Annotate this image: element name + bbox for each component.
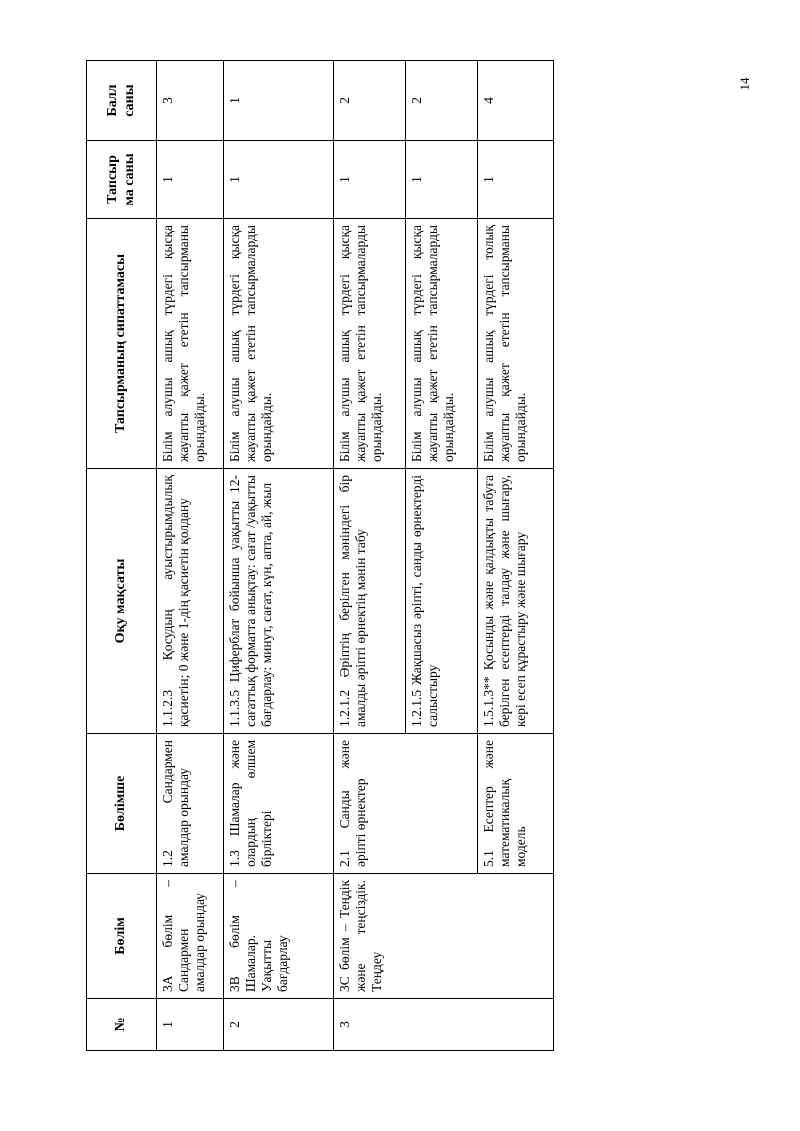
header-description: Тапсырманың сипаттамасы	[87, 219, 157, 469]
header-row	[87, 61, 157, 1051]
header-subsection: Бөлімше	[87, 734, 157, 874]
header-number: №	[87, 999, 157, 1051]
row-objective: 1.2.1.2 Әріптің берілген мәніндегі бір амалды әріпті өрнектің мәнін табу	[334, 469, 406, 734]
row-tasks: 1	[334, 141, 406, 219]
row-tasks: 1	[157, 141, 224, 219]
page-number: 14	[737, 77, 752, 91]
table-row	[334, 61, 406, 1051]
row-description: Білім алушы ашық түрдегі қысқа жауапты қажет ететін тапсырмаларды орындайды.	[224, 219, 334, 469]
header-objective: Оқу мақсаты	[87, 469, 157, 734]
row-section: 3В бөлім – Шамалар. Уақытты бағдарлау	[224, 874, 334, 999]
row-description: Білім алушы ашық түрдегі қысқа жауапты қажет ететін тапсырманы орындайды.	[157, 219, 224, 469]
header-points: Балл саны	[87, 61, 157, 141]
table-row	[157, 61, 224, 1051]
row-objective: 1.1.3.5 Циферблат бойынша уақытты 12-сағаттық форматта анықтау: сағат /уақытты бағдарлау: минут, сағат, күн, апта, ай, жыл	[224, 469, 334, 734]
row-tasks: 1	[406, 141, 478, 219]
row-description: Білім алушы ашық түрдегі қысқа жауапты қажет ететін тапсырмаларды орындайды.	[406, 219, 478, 469]
row-points: 1	[224, 61, 334, 141]
row-description: Білім алушы ашық түрдегі қысқа жауапты қажет ететін тапсырмаларды орындайды.	[334, 219, 406, 469]
row-objective: 1.1.2.3 Қосудың ауыстырымдылық қасиетін; 0 және 1-дің қасиетін қолдану	[157, 469, 224, 734]
row-objective: 1.2.1.5 Жақшасыз әріпті, санды өрнектерді салыстыру	[406, 469, 478, 734]
row-description: Білім алушы ашық түрдегі толық жауапты қажет ететін тапсырманы орындайды.	[478, 219, 554, 469]
row-subsection: 1.3 Шамалар және олардың өлшем бірліктері	[224, 734, 334, 874]
row-tasks: 1	[224, 141, 334, 219]
row-subsection: 1.2 Сандармен амалдар орындау	[157, 734, 224, 874]
row-points: 3	[157, 61, 224, 141]
table-row	[224, 61, 334, 1051]
row-points: 4	[478, 61, 554, 141]
specification-table	[86, 60, 554, 1051]
header-tasks: Тапсыр ма саны	[87, 141, 157, 219]
row-subsection: 5.1 Есептер және математикалық модель	[478, 734, 554, 874]
row-number: 3	[334, 999, 554, 1051]
row-points: 2	[406, 61, 478, 141]
row-tasks: 1	[478, 141, 554, 219]
row-section: 3С бөлім – Теңдік және теңсіздік. Теңдеу	[334, 874, 554, 999]
row-subsection: 2.1 Санды және әріпті өрнектер	[334, 734, 478, 874]
header-section: Бөлім	[87, 874, 157, 999]
row-objective: 1.5.1.3** Қосынды және қалдықты табуға берілген есептерді талдау және шығару, кері есеп құрастыру және шығару	[478, 469, 554, 734]
row-points: 2	[334, 61, 406, 141]
rotated-table-container	[86, 61, 553, 1051]
row-number: 1	[157, 999, 224, 1051]
row-number: 2	[224, 999, 334, 1051]
row-section: 3А бөлім – Сандармен амалдар орындау	[157, 874, 224, 999]
